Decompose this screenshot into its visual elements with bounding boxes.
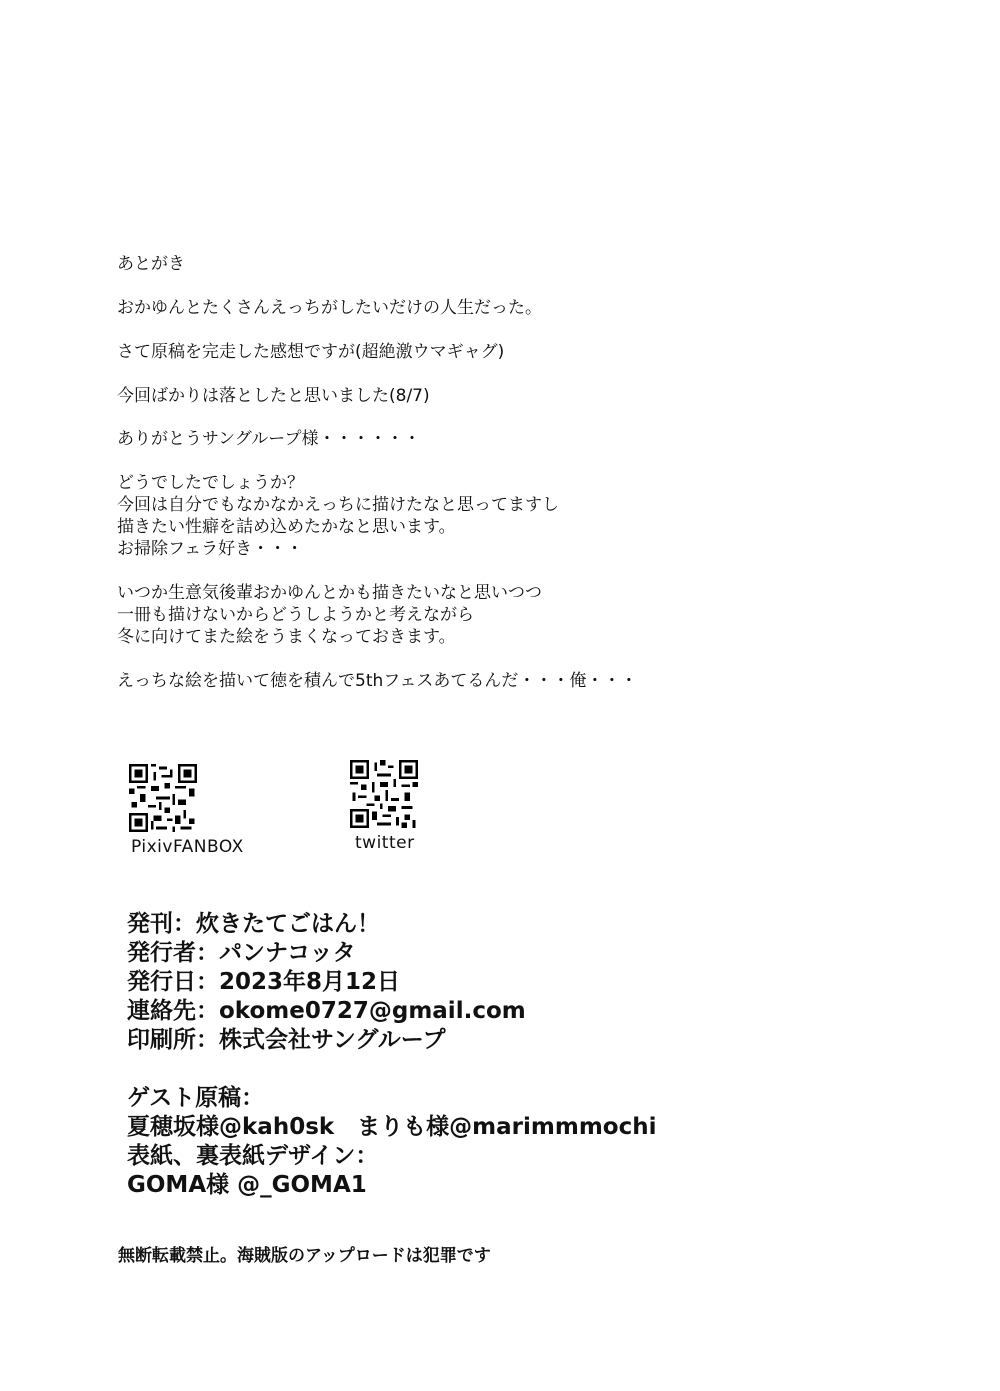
guest-title: ゲスト原稿： (127, 1085, 265, 1111)
colophon-publisher: 発刊：炊きたてごはん！ (127, 911, 380, 937)
cover-design-title: 表紙、裏表紙デザイン： (127, 1143, 379, 1169)
qr-code-icon[interactable] (350, 760, 418, 828)
qr-code-icon[interactable] (129, 764, 197, 832)
afterword-line: 冬に向けてまた絵をうまくなっておきます。 (117, 627, 456, 647)
afterword-line: いつか生意気後輩おかゆんとかも描きたいなと思いつつ (117, 583, 542, 603)
afterword-line: お掃除フェラ好き・・・ (117, 539, 304, 559)
guest-names: 夏穂坂様@kah0sk まりも様@marimmmochi (127, 1114, 657, 1140)
colophon-issuer: 発行者：パンナコッタ (127, 940, 356, 966)
qr-label-twitter: twitter (355, 833, 415, 853)
afterword-line: 今回ばかりは落としたと思いました(8/7) (117, 386, 430, 406)
afterword-line: さて原稿を完走した感想ですが(超絶激ウマギャグ) (117, 342, 505, 362)
afterword-line: おかゆんとたくさんえっちがしたいだけの人生だった。 (117, 298, 542, 318)
colophon-date: 発行日：2023年8月12日 (127, 969, 401, 995)
afterword-line: ありがとうサングループ様・・・・・・ (117, 429, 421, 449)
afterword-line: 今回は自分でもなかなかえっちに描けたなと思ってますし (117, 495, 559, 515)
copyright-notice: 無断転載禁止。海賊版のアップロードは犯罪です (118, 1246, 491, 1266)
colophon-printer: 印刷所：株式会社サングループ (127, 1027, 446, 1053)
afterword-line: 一冊も描けないからどうしようかと考えながら (117, 605, 474, 625)
colophon-contact: 連絡先：okome0727@gmail.com (127, 998, 526, 1024)
cover-design-name: GOMA様 @_GOMA1 (127, 1172, 367, 1198)
qr-label-pixiv-fanbox: PixivFANBOX (131, 837, 244, 857)
afterword-line: えっちな絵を描いて徳を積んで5thフェスあてるんだ・・・俺・・・ (117, 671, 638, 691)
afterword-line: 描きたい性癖を詰め込めたかなと思います。 (117, 517, 456, 537)
afterword-title: あとがき (117, 254, 185, 274)
afterword-line: どうでしたでしょうか？ (117, 473, 304, 493)
